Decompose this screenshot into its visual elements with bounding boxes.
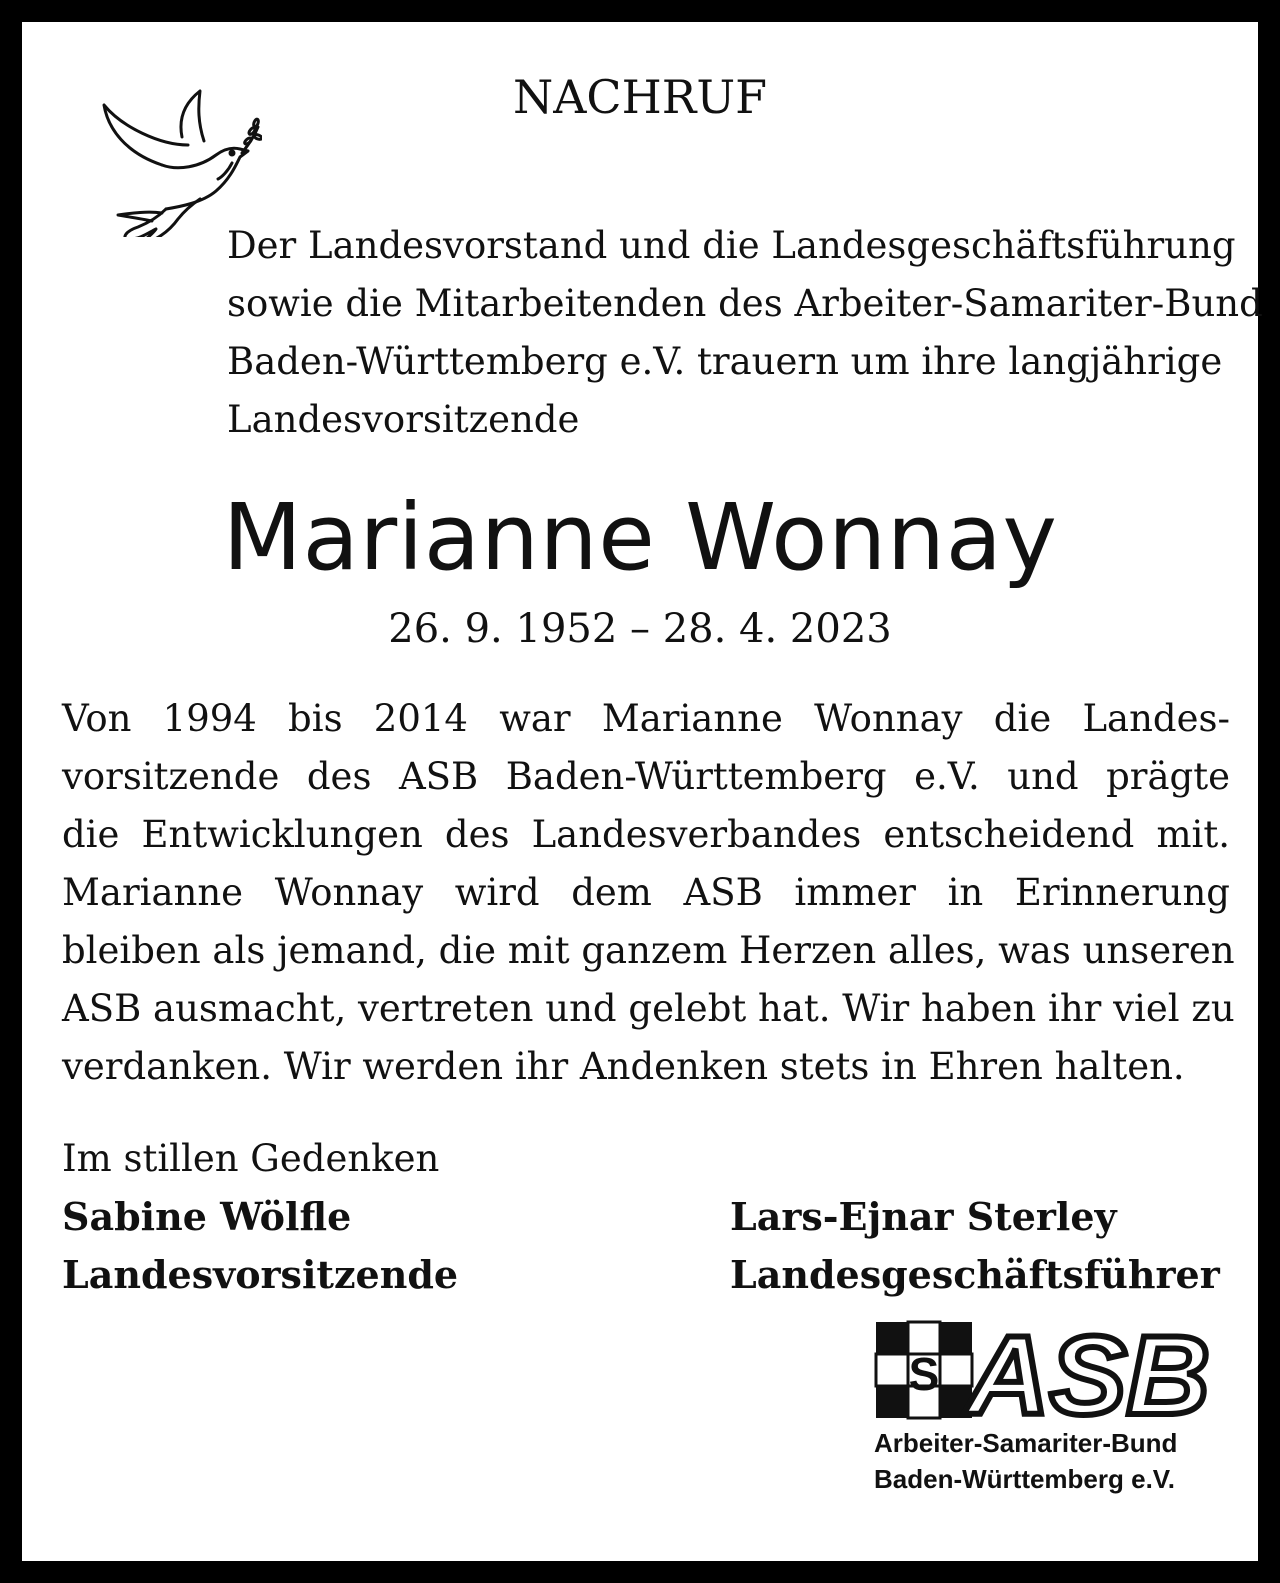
life-dates: 26. 9. 1952 – 28. 4. 2023: [388, 606, 892, 652]
tribute-paragraph: [62, 690, 1235, 1096]
intro-line: Der Landesvorstand und die Landesgeschäftsführung: [227, 224, 1236, 267]
obituary-card: [22, 22, 1263, 1561]
signer-name: Sabine Wölfle: [62, 1194, 352, 1239]
intro-paragraph: [227, 217, 1263, 449]
asb-wordmark: ASB: [962, 1318, 1210, 1424]
asb-logo-mark: [874, 1318, 1214, 1424]
tribute-line: Von 1994 bis 2014 war Marianne Wonnay die Landes-: [62, 697, 1230, 740]
tribute-line: verdanken. Wir werden ihr Andenken stets in Ehren halten.: [62, 1045, 1185, 1088]
signer-name: Lars-Ejnar Sterley: [730, 1194, 1117, 1239]
memory-line: Im stillen Gedenken: [62, 1137, 440, 1180]
asb-logo: [874, 1318, 1214, 1498]
tribute-line: vorsitzende des ASB Baden-Württemberg e.V. und prägte: [62, 755, 1230, 798]
tribute-line: ASB ausmacht, vertreten und gelebt hat. Wir haben ihr viel zu: [62, 987, 1235, 1030]
signer-left: [62, 1188, 458, 1304]
page-title: NACHRUF: [512, 70, 768, 124]
signer-right: [730, 1188, 1220, 1304]
tribute-line: die Entwicklungen des Landesverbandes entscheidend mit.: [62, 813, 1230, 856]
asb-cross-letter: S: [908, 1348, 940, 1400]
asb-logo-line1: Arbeiter-Samariter-Bund: [874, 1428, 1178, 1458]
intro-line: Baden-Württemberg e.V. trauern um ihre langjährige: [227, 340, 1223, 383]
intro-line: Landesvorsitzende: [227, 398, 580, 441]
intro-line: sowie die Mitarbeitenden des Arbeiter-Samariter-Bund: [227, 282, 1263, 325]
tribute-line: Marianne Wonnay wird dem ASB immer in Erinnerung: [62, 871, 1230, 914]
deceased-name: Marianne Wonnay: [222, 484, 1058, 591]
signer-role: Landesvorsitzende: [62, 1252, 459, 1297]
signer-role: Landesgeschäftsführer: [730, 1252, 1220, 1297]
tribute-line: bleiben als jemand, die mit ganzem Herzen alles, was unseren: [62, 929, 1235, 972]
asb-logo-line2: Baden-Württemberg e.V.: [874, 1464, 1175, 1494]
